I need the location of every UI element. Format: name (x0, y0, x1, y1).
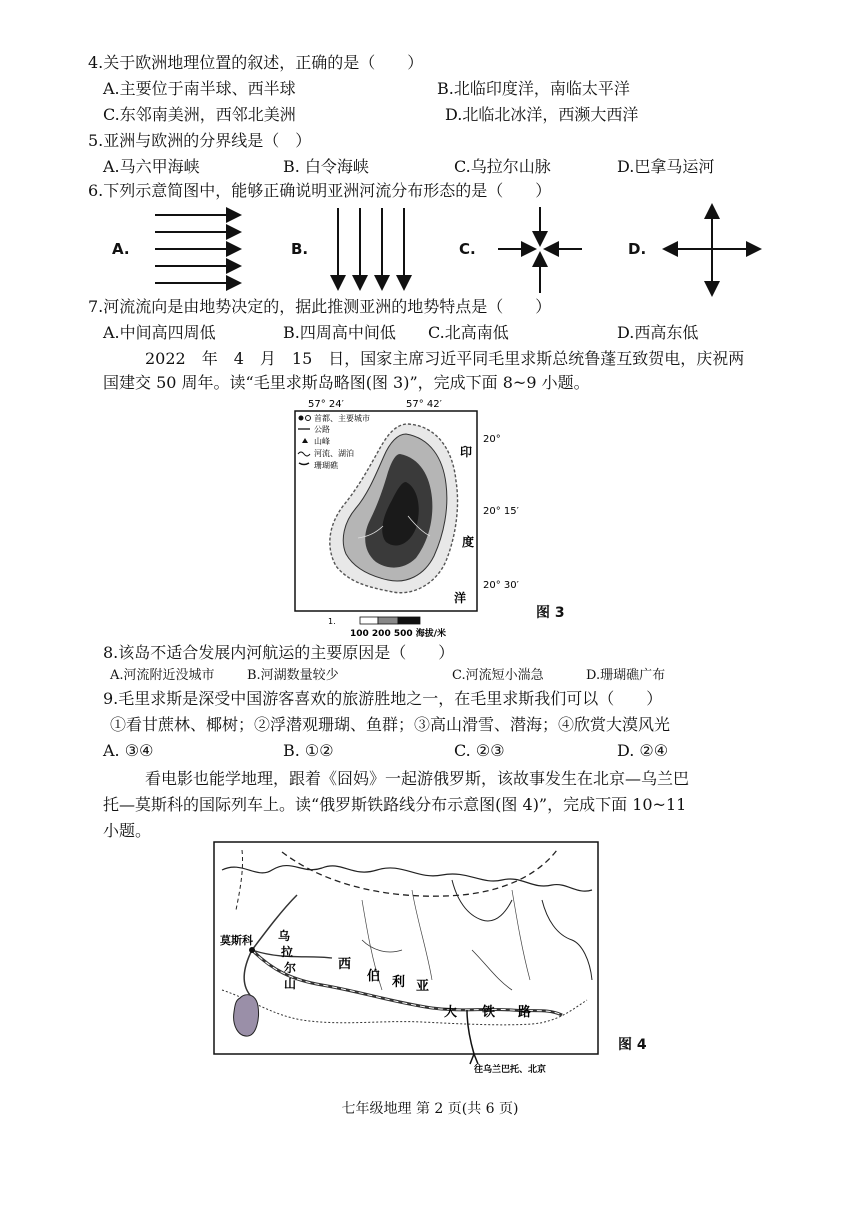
fig4-caption: 图 4 (618, 1037, 647, 1053)
q6-stem: 6.下列示意简图中，能够正确说明亚洲河流分布形态的是（ ） (88, 181, 552, 200)
map3-lat-label-3: 20° 30′ (483, 580, 519, 591)
q6-label-d: D. (628, 240, 647, 258)
fig3-caption: 图 3 (536, 605, 565, 621)
map3-legend-road: 公路 (314, 425, 330, 434)
map3-ocean-char-2: 度 (462, 535, 475, 549)
map3-lat-label-1: 20° (483, 434, 501, 445)
map4-rail-char-4: 亚 (416, 979, 430, 994)
map4-rail-char-3: 利 (392, 975, 406, 990)
q9-stem: 9.毛里求斯是深受中国游客喜欢的旅游胜地之一，在毛里求斯我们可以（ ） (103, 689, 663, 708)
map4-moscow-label: 莫斯科 (220, 934, 253, 947)
map4-ural-char-4: 山 (284, 977, 297, 991)
q4-option-c: C.东邻南美洲，西邻北美洲 (103, 105, 296, 124)
map4-rail-char-7: 路 (518, 1005, 532, 1020)
q8-option-c: C.河流短小湍急 (452, 668, 544, 683)
map3-lon-label-1: 57° 24′ (308, 399, 344, 410)
q8-stem: 8.该岛不适合发展内河航运的主要原因是（ ） (103, 643, 455, 662)
intro-mauritius-line1: 2022 年 4 月 15 日，国家主席习近平同毛里求斯总统鲁蓬互致贺电，庆祝两 (145, 349, 745, 368)
map4-caspian (234, 995, 259, 1036)
mauritius-map (288, 396, 519, 644)
map3-legend-peak: 山峰 (314, 437, 330, 446)
q4-stem: 4.关于欧洲地理位置的叙述，正确的是（ ） (88, 53, 424, 72)
svg-text:1.: 1. (328, 617, 336, 626)
q6-diagram-d (662, 203, 762, 297)
q5-stem: 5.亚洲与欧洲的分界线是（ ） (88, 131, 312, 150)
map4-to-beijing-label: 往乌兰巴托、北京 (474, 1065, 547, 1075)
map3-legend-river: 河流、湖泊 (314, 449, 354, 458)
q9-option-b: B. ①② (283, 741, 334, 760)
intro-mauritius-line2: 国建交 50 周年。读“毛里求斯岛略图(图 3)”，完成下面 8~9 小题。 (103, 373, 590, 392)
map4-rail-char-5: 大 (444, 1005, 458, 1020)
map4-rail-char-1: 西 (338, 957, 352, 972)
q8-option-b: B.河湖数量较少 (247, 668, 339, 683)
map4-rail-char-6: 铁 (482, 1005, 496, 1020)
q9-option-c: C. ②③ (454, 741, 505, 760)
q7-option-c: C.北高南低 (428, 323, 509, 342)
map4-rail-char-2: 伯 (367, 969, 381, 984)
map3-ocean-char-1: 印 (460, 445, 473, 459)
q7-option-b: B.四周高中间低 (283, 323, 396, 342)
q6-label-c: C. (459, 240, 476, 258)
q9-option-a: A. ③④ (103, 741, 154, 760)
q7-stem: 7.河流流向是由地势决定的，据此推测亚洲的地势特点是（ ） (88, 297, 552, 316)
q6-label-b: B. (291, 240, 309, 258)
q7-option-a: A.中间高四周低 (103, 323, 216, 342)
q6-diagram-b (326, 205, 416, 295)
intro-russia-line1: 看电影也能学地理，跟着《囧妈》一起游俄罗斯，该故事发生在北京—乌兰巴 (145, 769, 690, 788)
q4-option-d: D.北临北冰洋，西濒大西洋 (445, 105, 639, 124)
q5-option-c: C.乌拉尔山脉 (454, 157, 551, 176)
map3-lat-label-2: 20° 15′ (483, 506, 519, 517)
map4-ural-char-1: 乌 (278, 929, 291, 943)
map3-legend-capital: 首都、主要城市 (314, 414, 370, 423)
q9-items: ①看甘蔗林、椰树；②浮潜观珊瑚、鱼群；③高山滑雪、潜海；④欣赏大漠风光 (110, 715, 671, 734)
map3-ocean-char-3: 洋 (454, 591, 467, 605)
q6-diagram-c (494, 205, 586, 295)
q7-option-d: D.西高东低 (617, 323, 699, 342)
q8-option-a: A.河流附近没城市 (110, 668, 215, 683)
map3-lon-label-2: 57° 42′ (406, 399, 442, 410)
q4-option-b: B.北临印度洋，南临太平洋 (437, 79, 630, 98)
map3-legend-reef: 珊瑚礁 (314, 461, 338, 470)
q5-option-a: A.马六甲海峡 (103, 157, 200, 176)
q4-option-a: A.主要位于南半球、西半球 (103, 79, 296, 98)
intro-russia-line2: 托—莫斯科的国际列车上。读“俄罗斯铁路线分布示意图(图 4)”，完成下面 10~11 (103, 795, 687, 814)
page-footer: 七年级地理 第 2 页(共 6 页) (341, 1101, 519, 1117)
map4-ural-char-2: 拉 (281, 945, 294, 959)
q5-option-b: B. 白令海峡 (283, 157, 369, 176)
intro-russia-line3: 小题。 (103, 821, 152, 840)
russia-railway-map (212, 840, 604, 1076)
map3-scale-label: 100 200 500 海拔/米 (350, 629, 447, 639)
q6-diagram-a (150, 205, 245, 295)
q6-label-a: A. (112, 240, 130, 258)
q9-option-d: D. ②④ (617, 741, 669, 760)
q8-option-d: D.珊瑚礁广布 (586, 668, 666, 683)
map4-ural-char-3: 尔 (284, 961, 297, 975)
q5-option-d: D.巴拿马运河 (617, 157, 715, 176)
